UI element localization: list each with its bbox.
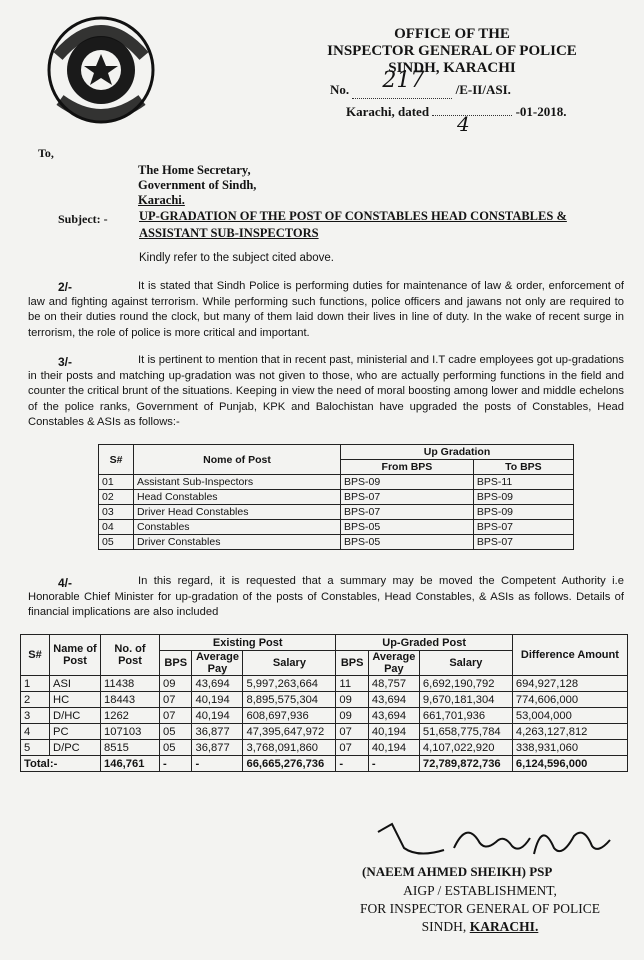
t1-cell-sno: 05 [99, 535, 134, 550]
t2-cell-name: D/PC [50, 740, 101, 756]
t2-cell-e-bps: 05 [160, 740, 192, 756]
office-heading [322, 26, 582, 77]
subject-label: Subject: - [58, 212, 108, 226]
t1-cell-name: Driver Constables [134, 535, 341, 550]
para2-text: It is stated that Sindh Police is performing duties for maintenance of law & order, enforcement of law and fighting against terrorism. While performing such functions, police officers and jawans not only are required to be on their duties round the clock, but many of them laid down their lives in line of duty. In the wake of recent surge in terrorism, the role of police is more critical and important. [28, 280, 624, 339]
police-seal [46, 12, 156, 130]
t1-cell-sno: 02 [99, 490, 134, 505]
t2-header-u-avg: Average Pay [368, 651, 419, 676]
signatory-for-line: FOR INSPECTOR GENERAL OF POLICE [359, 901, 601, 916]
para4-text: In this regard, it is requested that a summary may be moved the Competent Authority i.e Honorable Chief Minister for up-gradation of the posts of Constables, Head Constables, & ASIs as follows. Details of financial implications are also included [28, 575, 624, 619]
t1-cell-sno: 01 [99, 475, 134, 490]
upgradation-table [98, 444, 574, 550]
addressee-line-2: Government of Sindh, [138, 178, 257, 192]
t2-cell-e-avg: 43,694 [192, 676, 243, 692]
addressee [138, 163, 256, 208]
t1-cell-sno: 03 [99, 505, 134, 520]
t2-header-u-salary: Salary [419, 651, 512, 676]
table-row [21, 724, 628, 740]
t2-cell-u-bps: 07 [336, 724, 368, 740]
t1-cell-from: BPS-05 [341, 535, 474, 550]
place-city: KARACHI. [469, 919, 539, 934]
t2-cell-no: 107103 [101, 724, 160, 740]
t1-cell-name: Assistant Sub-Inspectors [134, 475, 341, 490]
t2-cell-sno: 1 [21, 676, 50, 692]
table-row [99, 490, 574, 505]
t2-cell-sno: 5 [21, 740, 50, 756]
t1-cell-name: Driver Head Constables [134, 505, 341, 520]
t1-header-name: Nome of Post [134, 445, 341, 475]
t2-cell-u-salary: 4,107,022,920 [419, 740, 512, 756]
t2-cell-u-bps: 09 [336, 692, 368, 708]
t2-total-u-avg: - [368, 756, 419, 772]
t2-cell-name: HC [50, 692, 101, 708]
signatory-name: (NAEEM AHMED SHEIKH) PSP [362, 864, 553, 879]
t2-cell-e-bps: 07 [160, 708, 192, 724]
t1-header-upgradation: Up Gradation [341, 445, 574, 460]
t2-cell-e-salary: 3,768,091,860 [243, 740, 336, 756]
dated-suffix: -01-2018. [515, 104, 567, 119]
t2-total-diff: 6,124,596,000 [512, 756, 627, 772]
t2-cell-no: 8515 [101, 740, 160, 756]
t1-cell-name: Head Constables [134, 490, 341, 505]
para3-number: 3/- [58, 355, 73, 369]
t2-cell-u-avg: 40,194 [368, 740, 419, 756]
dated-label: Karachi, dated [346, 104, 430, 119]
t2-cell-e-salary: 47,395,647,972 [243, 724, 336, 740]
t2-cell-no: 18443 [101, 692, 160, 708]
t2-cell-e-avg: 36,877 [192, 724, 243, 740]
t2-cell-name: ASI [50, 676, 101, 692]
t2-cell-u-avg: 40,194 [368, 724, 419, 740]
t2-header-existing: Existing Post [160, 635, 336, 651]
t2-cell-diff: 53,004,000 [512, 708, 627, 724]
dated-handwritten: 4 [457, 112, 470, 136]
t2-cell-e-salary: 608,697,936 [243, 708, 336, 724]
t2-cell-e-bps: 07 [160, 692, 192, 708]
addressee-line-3: Karachi. [138, 193, 185, 207]
table-row [21, 740, 628, 756]
t2-cell-u-avg: 43,694 [368, 708, 419, 724]
t2-cell-diff: 774,606,000 [512, 692, 627, 708]
t2-cell-sno: 2 [21, 692, 50, 708]
para3-text: It is pertinent to mention that in recent past, ministerial and I.T cadre employees got up-gradations in their posts and matching up-gradation was not given to those, who are actually performing functions in the field and counter the critical brunt of the situations. Keeping in view the need of moral boosting among lower and middle echelons of the police ranks, Government of Punjab, KPK and Balochistan have upgraded the posts of Constables, Head Constables & ASIs as follows:- [28, 354, 624, 429]
para4-number: 4/- [58, 576, 73, 590]
t2-cell-sno: 3 [21, 708, 50, 724]
t1-cell-to: BPS-11 [473, 475, 573, 490]
t2-cell-u-bps: 07 [336, 740, 368, 756]
t2-cell-u-salary: 6,692,190,792 [419, 676, 512, 692]
t2-cell-u-bps: 11 [336, 676, 368, 692]
table-row [99, 505, 574, 520]
t2-total-e-bps: - [160, 756, 192, 772]
t2-cell-e-salary: 8,895,575,304 [243, 692, 336, 708]
t2-cell-diff: 4,263,127,812 [512, 724, 627, 740]
t2-cell-e-bps: 05 [160, 724, 192, 740]
t1-cell-to: BPS-09 [473, 505, 573, 520]
signatory-place [350, 918, 610, 936]
t2-cell-u-salary: 51,658,775,784 [419, 724, 512, 740]
t2-cell-e-avg: 40,194 [192, 692, 243, 708]
t2-total-u-salary: 72,789,872,736 [419, 756, 512, 772]
t2-total-label: Total:- [21, 756, 101, 772]
para2-number: 2/- [58, 280, 73, 294]
t2-total-e-avg: - [192, 756, 243, 772]
table-total-row [21, 756, 628, 772]
t1-header-sno: S# [99, 445, 134, 475]
table-row [21, 692, 628, 708]
t2-cell-u-avg: 43,694 [368, 692, 419, 708]
t2-header-e-salary: Salary [243, 651, 336, 676]
t2-header-no-of-post: No. of Post [101, 635, 160, 676]
t2-header-diff: Difference Amount [512, 635, 627, 676]
t1-cell-from: BPS-07 [341, 490, 474, 505]
table-row [99, 535, 574, 550]
t2-cell-u-bps: 09 [336, 708, 368, 724]
t1-cell-from: BPS-07 [341, 505, 474, 520]
t2-total-u-bps: - [336, 756, 368, 772]
no-blank [352, 68, 452, 99]
t2-header-name: Name of Post [50, 635, 101, 676]
t1-cell-from: BPS-09 [341, 475, 474, 490]
t2-cell-no: 1262 [101, 708, 160, 724]
table-row [21, 708, 628, 724]
office-line-2: INSPECTOR GENERAL OF POLICE [327, 43, 577, 59]
t2-cell-e-bps: 09 [160, 676, 192, 692]
office-line-1: OFFICE OF THE [394, 26, 510, 42]
t2-total-no: 146,761 [101, 756, 160, 772]
no-label: No. [330, 82, 350, 97]
t2-cell-e-avg: 40,194 [192, 708, 243, 724]
subject-text: UP-GRADATION OF THE POST OF CONSTABLES HEAD CONSTABLES & ASSISTANT SUB-INSPECTORS [139, 209, 567, 240]
t2-cell-sno: 4 [21, 724, 50, 740]
financial-table [20, 634, 628, 772]
t2-cell-e-salary: 5,997,263,664 [243, 676, 336, 692]
table-row [21, 676, 628, 692]
t1-header-from: From BPS [341, 460, 474, 475]
t1-cell-to: BPS-07 [473, 535, 573, 550]
t2-cell-u-salary: 661,701,936 [419, 708, 512, 724]
t2-header-e-bps: BPS [160, 651, 192, 676]
no-handwritten: 217 [382, 68, 425, 93]
t2-header-u-bps: BPS [336, 651, 368, 676]
t1-cell-sno: 04 [99, 520, 134, 535]
t2-header-e-avg: Average Pay [192, 651, 243, 676]
t1-cell-name: Constables [134, 520, 341, 535]
t2-cell-diff: 338,931,060 [512, 740, 627, 756]
t2-total-e-salary: 66,665,276,736 [243, 756, 336, 772]
handwritten-signature [374, 818, 614, 866]
t2-header-sno: S# [21, 635, 50, 676]
no-suffix: /E-II/ASI. [455, 82, 511, 97]
table-row [99, 520, 574, 535]
t1-cell-to: BPS-09 [473, 490, 573, 505]
addressee-line-1: The Home Secretary, [138, 163, 251, 177]
kindly-refer: Kindly refer to the subject cited above. [139, 252, 334, 264]
t2-cell-u-avg: 48,757 [368, 676, 419, 692]
reference-number [330, 68, 511, 99]
t1-header-to: To BPS [473, 460, 573, 475]
signatory-designation: AIGP / ESTABLISHMENT, [403, 883, 557, 898]
t2-cell-name: PC [50, 724, 101, 740]
t2-cell-u-salary: 9,670,181,304 [419, 692, 512, 708]
to-label: To, [38, 146, 54, 160]
t2-cell-diff: 694,927,128 [512, 676, 627, 692]
table-row [99, 475, 574, 490]
office-line-3: SINDH, KARACHI [388, 60, 516, 76]
t2-cell-no: 11438 [101, 676, 160, 692]
place-prefix: SINDH, [421, 919, 470, 934]
t2-cell-e-avg: 36,877 [192, 740, 243, 756]
t2-cell-name: D/HC [50, 708, 101, 724]
t2-header-upgraded: Up-Graded Post [336, 635, 512, 651]
t1-cell-to: BPS-07 [473, 520, 573, 535]
t1-cell-from: BPS-05 [341, 520, 474, 535]
